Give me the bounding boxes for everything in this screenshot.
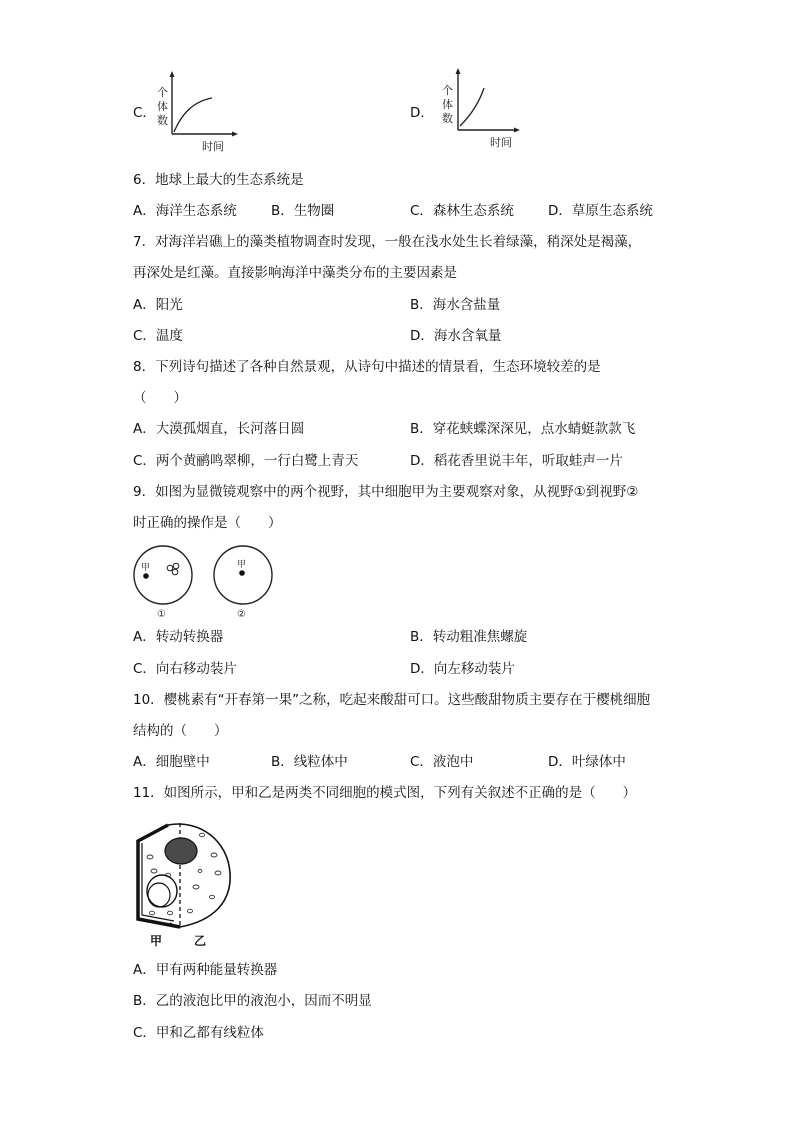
q5-graph-c-xlabel: 时间	[202, 140, 224, 153]
q11-option-b: B．乙的液泡比甲的液泡小，因而不明显	[133, 993, 372, 1009]
q5-graph-c	[150, 70, 240, 156]
q9-option-c: C．向右移动装片	[133, 661, 237, 677]
q11-label-jia: 甲	[150, 934, 163, 948]
q5-graph-c-curve	[174, 98, 212, 132]
q9-field-2-cell-jia	[239, 570, 245, 576]
q9-option-d: D．向左移动装片	[410, 661, 515, 677]
q9-field-1-cell-1	[167, 565, 173, 571]
q9-microscope-fields-figure	[130, 545, 280, 621]
q11-stem: 11．如图所示，甲和乙是两类不同细胞的模式图，下列有关叙述不正确的是（ ）	[133, 785, 637, 801]
q5-graph-c-ylabel-1: 个	[157, 86, 168, 99]
q11-label-yi: 乙	[194, 934, 207, 948]
q5-option-d-label: D．	[410, 105, 434, 121]
q9-stem-line1: 9．如图为显微镜观察中的两个视野，其中细胞甲为主要观察对象，从视野①到视野②	[133, 484, 639, 500]
q7-stem-line1: 7．对海洋岩礁上的藻类植物调查时发现，一般在浅水处生长着绿藻，稍深处是褐藻，	[133, 234, 642, 250]
q11-cell-diagram	[128, 815, 248, 950]
q9-field-1-cell-jia	[143, 573, 149, 579]
q9-option-a: A．转动转换器	[133, 629, 224, 645]
q8-option-d: D．稻花香里说丰年，听取蛙声一片	[410, 453, 623, 469]
q9-field-2-label: ②	[237, 609, 246, 620]
q6-option-a: A．海洋生态系统	[133, 203, 237, 219]
q9-option-b: B．转动粗准焦螺旋	[410, 629, 528, 645]
q9-stem-line2: 时正确的操作是（ ）	[133, 515, 282, 531]
q5-graph-d-ylabel-3: 数	[442, 112, 453, 125]
q9-field-1-cell-3	[172, 569, 178, 575]
q5-option-c-label: C．	[133, 105, 156, 121]
q8-option-b: B．穿花蛱蝶深深见，点水蜻蜓款款飞	[410, 421, 636, 437]
q10-option-d: D．叶绿体中	[548, 754, 626, 770]
q5-graph-c-ylabel-2: 体	[157, 100, 168, 113]
q9-field-1-cell-label: 甲	[141, 563, 151, 573]
q8-option-a: A．大漠孤烟直，长河落日圆	[133, 421, 305, 437]
q9-field-1-cell-2	[173, 563, 179, 569]
q9-field-2-cell-label: 甲	[237, 560, 247, 570]
q10-option-a: A．细胞壁中	[133, 754, 210, 770]
q9-field-1	[134, 546, 192, 604]
q9-field-1-label: ①	[157, 609, 166, 620]
q7-stem-line2: 再深处是红藻。直接影响海洋中藻类分布的主要因素是	[133, 265, 457, 281]
q5-graph-d-xlabel: 时间	[490, 136, 512, 149]
q11-option-a: A．甲有两种能量转换器	[133, 962, 278, 978]
q6-option-c: C．森林生态系统	[410, 203, 514, 219]
q10-option-c: C．液泡中	[410, 754, 474, 770]
q5-graph-d-ylabel-1: 个	[442, 84, 453, 97]
q11-vacuole	[147, 875, 177, 907]
q7-option-c: C．温度	[133, 328, 183, 344]
q7-option-a: A．阳光	[133, 297, 183, 313]
q6-stem: 6．地球上最大的生态系统是	[133, 172, 304, 188]
q11-option-c: C．甲和乙都有线粒体	[133, 1025, 264, 1041]
q6-option-d: D．草原生态系统	[548, 203, 653, 219]
q6-option-b: B．生物圈	[271, 203, 335, 219]
q8-stem-line1: 8．下列诗句描述了各种自然景观，从诗句中描述的情景看，生态环境较差的是	[133, 359, 601, 375]
q5-graph-d-ylabel-2: 体	[442, 98, 453, 111]
q5-graph-c-ylabel-3: 数	[157, 114, 168, 127]
q8-option-c: C．两个黄鹂鸣翠柳，一行白鹭上青天	[133, 453, 359, 469]
q5-graph-d	[434, 66, 524, 152]
q10-option-b: B．线粒体中	[271, 754, 348, 770]
q5-graph-d-curve	[460, 88, 484, 126]
q7-option-b: B．海水含盐量	[410, 297, 501, 313]
q10-stem-line1: 10．樱桃素有“开春第一果”之称，吃起来酸甜可口。这些酸甜物质主要存在于樱桃细胞	[133, 692, 651, 708]
q10-stem-line2: 结构的（ ）	[133, 723, 228, 739]
q7-option-d: D．海水含氧量	[410, 328, 502, 344]
q11-nucleus	[165, 838, 197, 864]
q8-stem-line2: （ ）	[133, 390, 187, 406]
